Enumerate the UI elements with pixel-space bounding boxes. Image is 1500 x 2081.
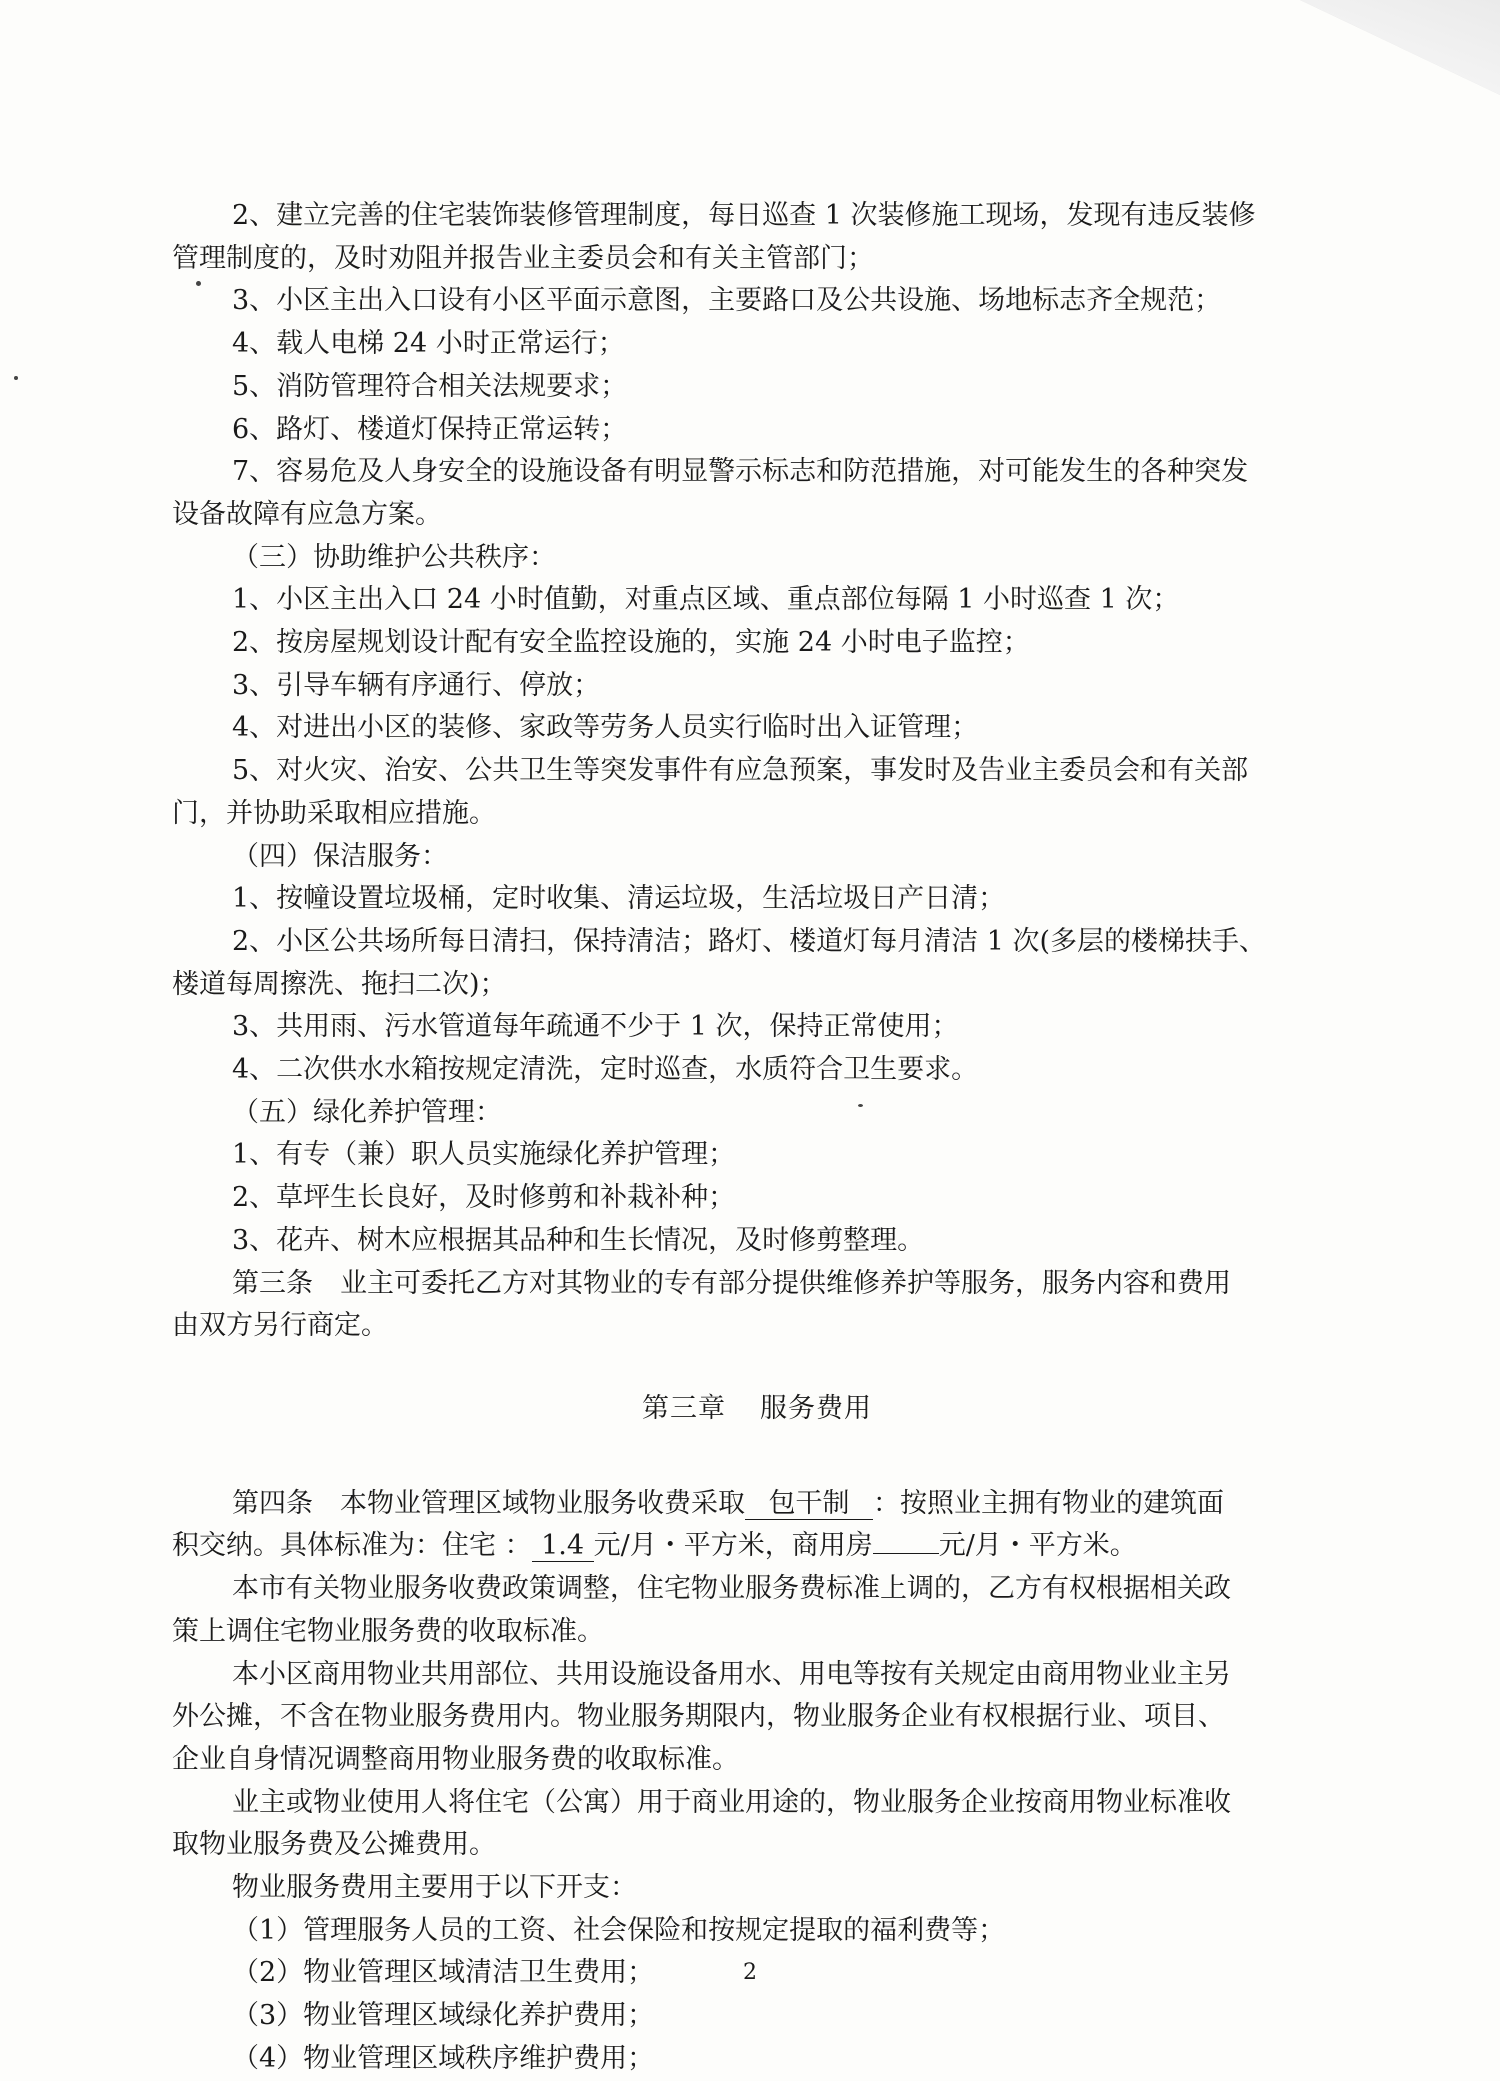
fee-text: ：按照业主拥有物业的建筑面 xyxy=(873,1487,1224,1519)
chapter-number: 第三章 xyxy=(642,1392,726,1424)
residential-rate-blank: 1.4 xyxy=(532,1531,594,1562)
text-line: 5、消防管理符合相关法规要求； xyxy=(232,370,628,402)
chapter-heading xyxy=(172,1388,1342,1431)
fee-text: 元/月・平方米。 xyxy=(938,1530,1137,1562)
article-line: 第三条 业主可委托乙方对其物业的专有部分提供维修养护等服务，服务内容和费用 xyxy=(232,1267,1231,1299)
list-item: （4）物业管理区域秩序维护费用； xyxy=(232,2042,655,2074)
fee-standard-line xyxy=(172,1525,1342,1568)
section-heading: （三）协助维护公共秩序： xyxy=(232,541,556,573)
section-heading: （四）保洁服务： xyxy=(232,840,448,872)
text-line: 策上调住宅物业服务费的收取标准。 xyxy=(172,1615,604,1647)
text-line: 2、草坪生长良好，及时修剪和补栽补种； xyxy=(232,1182,736,1214)
commercial-rate-blank xyxy=(873,1553,939,1554)
text-line: 5、对火灾、治安、公共卫生等突发事件有应急预案，事发时及告业主委员会和有关部 xyxy=(232,755,1249,787)
document-body xyxy=(172,195,1342,2081)
fee-text: 积交纳。具体标准为：住宅 ： xyxy=(172,1530,532,1562)
text-line: 本市有关物业服务收费政策调整，住宅物业服务费标准上调的，乙方有权根据相关政 xyxy=(232,1573,1231,1605)
list-item: （2）物业管理区域清洁卫生费用； xyxy=(232,1957,655,1989)
text-line: 管理制度的，及时劝阻并报告业主委员会和有关主管部门； xyxy=(172,242,874,274)
text-line: 2、按房屋规划设计配有安全监控设施的，实施 24 小时电子监控； xyxy=(232,627,1030,659)
fee-text: 元/月・平方米，商用房 xyxy=(593,1530,873,1562)
text-line: 由双方另行商定。 xyxy=(172,1310,388,1342)
section-heading: （五）绿化养护管理： xyxy=(232,1096,502,1128)
text-line: 2、建立完善的住宅装饰装修管理制度，每日巡查 1 次装修施工现场，发现有违反装修 xyxy=(232,200,1256,231)
text-line: 2、小区公共场所每日清扫，保持清洁；路灯、楼道灯每月清洁 1 次(多层的楼梯扶手、 xyxy=(232,925,1267,957)
fee-text: 第四条 本物业管理区域物业服务收费采取 xyxy=(232,1487,745,1519)
list-item: （3）物业管理区域绿化养护费用； xyxy=(232,2000,655,2032)
page-number: 2 xyxy=(743,1960,757,1985)
text-line: 业主或物业使用人将住宅（公寓）用于商业用途的，物业服务企业按商用物业标准收 xyxy=(232,1786,1231,1818)
text-line: 3、共用雨、污水管道每年疏通不少于 1 次，保持正常使用； xyxy=(232,1011,959,1043)
text-line: 3、小区主出入口设有小区平面示意图，主要路口及公共设施、场地标志齐全规范； xyxy=(232,285,1222,317)
text-line: 企业自身情况调整商用物业服务费的收取标准。 xyxy=(172,1743,739,1775)
text-line: 楼道每周擦洗、拖扫二次)； xyxy=(172,968,507,1000)
text-line: 3、引导车辆有序通行、停放； xyxy=(232,669,601,701)
text-line: 取物业服务费及公摊费用。 xyxy=(172,1829,496,1861)
list-item: （1）管理服务人员的工资、社会保险和按规定提取的福利费等； xyxy=(232,1914,1006,1946)
text-line: 3、花卉、树木应根据其品种和生长情况，及时修剪整理。 xyxy=(232,1224,925,1256)
fee-method-blank: 包干制 xyxy=(745,1489,873,1520)
text-line: 4、二次供水水箱按规定清洗，定时巡查，水质符合卫生要求。 xyxy=(232,1054,979,1086)
text-line: 1、小区主出入口 24 小时值勤，对重点区域、重点部位每隔 1 小时巡查 1 次； xyxy=(232,584,1180,616)
chapter-title: 服务费用 xyxy=(760,1392,872,1424)
text-line: 6、路灯、楼道灯保持正常运转； xyxy=(232,413,628,445)
text-line: 本小区商用物业共用部位、共用设施设备用水、用电等按有关规定由商用物业业主另 xyxy=(232,1658,1231,1690)
text-line: 4、载人电梯 24 小时正常运行； xyxy=(232,328,625,360)
fee-article-line xyxy=(172,1483,1342,1526)
text-line: 物业服务费用主要用于以下开支： xyxy=(232,1872,637,1904)
text-line: 1、有专（兼）职人员实施绿化养护管理； xyxy=(232,1139,736,1171)
scan-speck xyxy=(14,376,18,380)
text-line: 门，并协助采取相应措施。 xyxy=(172,797,496,829)
text-line: 设备故障有应急方案。 xyxy=(172,498,442,530)
text-line: 7、容易危及人身安全的设施设备有明显警示标志和防范措施，对可能发生的各种突发 xyxy=(232,456,1249,488)
text-line: 外公摊，不含在物业服务费用内。物业服务期限内，物业服务企业有权根据行业、项目、 xyxy=(172,1701,1225,1733)
text-line: 4、对进出小区的装修、家政等劳务人员实行临时出入证管理； xyxy=(232,712,979,744)
text-line: 1、按幢设置垃圾桶，定时收集、清运垃圾，生活垃圾日产日清； xyxy=(232,883,1006,915)
